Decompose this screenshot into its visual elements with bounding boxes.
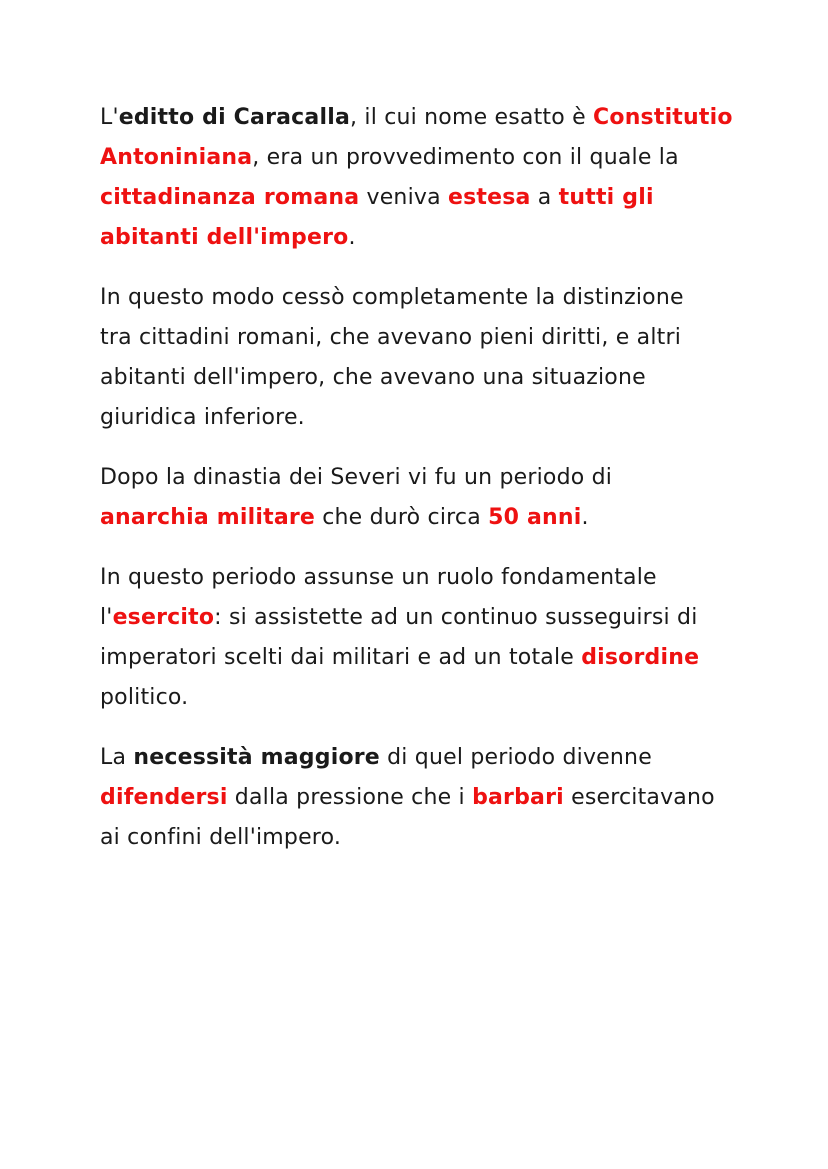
highlighted-term: abitanti dell'impero [100, 225, 349, 250]
highlighted-term: tutti gli [558, 185, 654, 210]
body-text: . [581, 505, 589, 530]
highlighted-term: estesa [447, 185, 531, 210]
document-body [100, 98, 740, 858]
paragraph-1 [100, 98, 740, 258]
body-text: di quel periodo divenne [379, 745, 652, 770]
text-line [100, 558, 740, 598]
highlighted-term: anarchia militare [100, 505, 316, 530]
body-text: Dopo la dinastia dei Severi vi fu un periodo di [100, 465, 613, 490]
text-line [100, 498, 740, 538]
text-line [100, 178, 740, 218]
document-page [100, 98, 740, 878]
body-text: ai confini dell'impero. [100, 825, 342, 850]
highlighted-term: difendersi [100, 785, 228, 810]
body-text: dalla pressione che i [227, 785, 473, 810]
text-line [100, 278, 740, 318]
body-text: che durò circa [315, 505, 489, 530]
paragraph-4 [100, 558, 740, 718]
text-line [100, 678, 740, 718]
text-line [100, 598, 740, 638]
body-text: veniva [359, 185, 448, 210]
body-text: In questo modo cessò completamente la distinzione [100, 285, 684, 310]
highlighted-term: esercito [112, 605, 215, 630]
body-text: . [348, 225, 356, 250]
body-text: l' [100, 605, 113, 630]
paragraph-2 [100, 278, 740, 438]
body-text: L' [100, 105, 119, 130]
text-line [100, 458, 740, 498]
text-line [100, 358, 740, 398]
paragraph-5 [100, 738, 740, 858]
highlighted-term: barbari [472, 785, 564, 810]
body-text: politico. [100, 685, 189, 710]
text-line [100, 218, 740, 258]
body-text: esercitavano [563, 785, 715, 810]
body-text: abitanti dell'impero, che avevano una situazione [100, 365, 646, 390]
text-line [100, 138, 740, 178]
body-text: imperatori scelti dai militari e ad un totale [100, 645, 582, 670]
text-line [100, 98, 740, 138]
text-line [100, 818, 740, 858]
body-text: tra cittadini romani, che avevano pieni diritti, e altri [100, 325, 682, 350]
highlighted-term: cittadinanza romana [100, 185, 360, 210]
bold-term: necessità maggiore [133, 745, 380, 770]
highlighted-term: Constitutio [593, 105, 733, 130]
text-line [100, 738, 740, 778]
body-text: , era un provvedimento con il quale la [252, 145, 679, 170]
highlighted-term: Antoniniana [100, 145, 253, 170]
text-line [100, 638, 740, 678]
body-text: a [530, 185, 559, 210]
bold-term: editto di Caracalla [118, 105, 350, 130]
paragraph-3 [100, 458, 740, 538]
body-text: giuridica inferiore. [100, 405, 305, 430]
text-line [100, 318, 740, 358]
body-text: , il cui nome esatto è [350, 105, 594, 130]
body-text: In questo periodo assunse un ruolo fondamentale [100, 565, 657, 590]
highlighted-term: 50 anni [488, 505, 582, 530]
highlighted-term: disordine [581, 645, 700, 670]
body-text: : si assistette ad un continuo susseguirsi di [214, 605, 698, 630]
text-line [100, 398, 740, 438]
body-text: La [100, 745, 134, 770]
text-line [100, 778, 740, 818]
